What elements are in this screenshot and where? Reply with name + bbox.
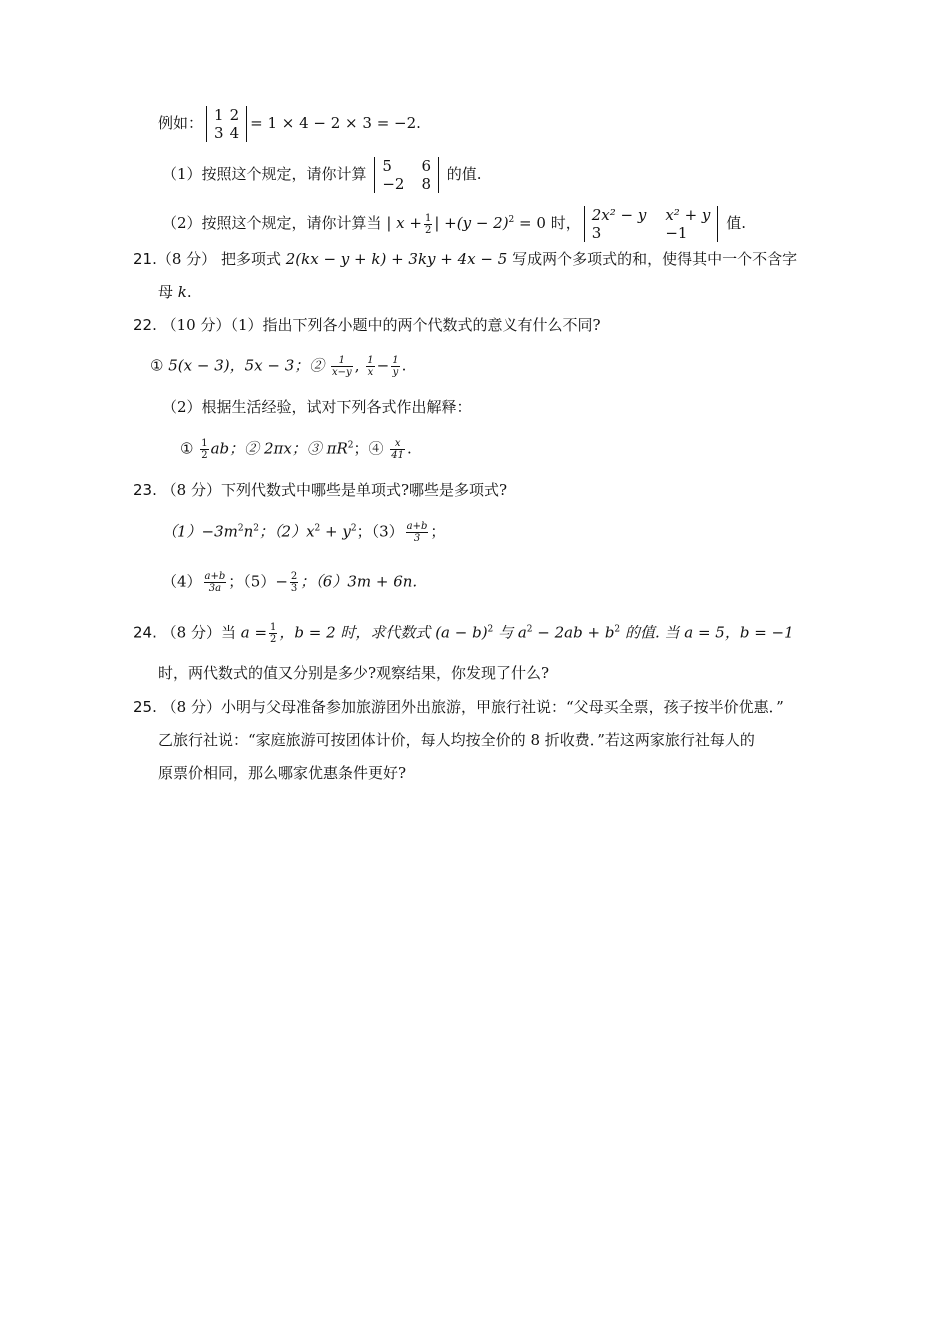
q20-part1 [162, 157, 482, 193]
example-lead: 例如： [158, 114, 204, 132]
det-cell: x² + y [665, 206, 711, 224]
q24-text: 当 [220, 623, 236, 642]
q22-part2 [162, 397, 472, 417]
example-result: = 1 × 4 − 2 × 3 = −2. [250, 114, 421, 132]
question-number: 21. [133, 250, 157, 268]
q23-item: ；（2）x [259, 522, 315, 541]
det-cell: 6 [421, 157, 431, 175]
item-marker: ① [150, 356, 164, 375]
q22-expression: 2πx；③ [263, 439, 322, 458]
q21-text: 写成两个多项式的和，使得其中一个不含字 [512, 250, 798, 268]
fraction: $\frac{a+b}{3}$ [406, 521, 428, 544]
q24-text: 时，两代数式的值又分别是多少?观察结果，你发现了什么? [158, 664, 550, 682]
q20-condition: | +(y − 2) [434, 214, 509, 232]
q24-expression: − 2ab + b [532, 623, 615, 642]
q25-line1 [133, 697, 784, 717]
question-number: 22. [133, 316, 157, 334]
q21-end: . [186, 283, 192, 301]
q22-expression: πR [326, 439, 348, 458]
q25-text: 原票价相同，那么哪家优惠条件更好? [158, 764, 407, 782]
q20-part2-tail: 值. [726, 214, 746, 232]
question-score: （8 分） [161, 698, 221, 716]
q20-part1-tail: 的值. [446, 165, 482, 183]
q23-item: （1）−3m [162, 522, 238, 541]
det-cell: 2x² − y [591, 206, 647, 224]
det-cell: 2 [229, 106, 240, 124]
det-cell: −2 [382, 175, 405, 193]
det-cell: 8 [421, 175, 431, 193]
q24-line2 [158, 663, 549, 683]
q22-part1-text: （1）指出下列各小题中的两个代数式的意义有什么不同? [230, 316, 601, 334]
q23-item: ；（3） [356, 522, 404, 541]
question-number: 24. [133, 623, 157, 642]
det-cell: 1 [214, 106, 224, 124]
q24-expression: 与 a [498, 623, 527, 642]
q25-text: 小明与父母准备参加旅游团外出旅游，甲旅行社说：“父母买全票，孩子按半价优惠．” [220, 698, 784, 716]
half-fraction: $\frac{1}{2}$ [424, 212, 432, 236]
q23-items2 [162, 571, 417, 594]
q24-expression: ，b = 2 时，求代数式 (a − b) [279, 623, 488, 642]
q20-part1-text: （1）按照这个规定，请你计算 [162, 165, 367, 183]
q22-items2: ① $\frac{1}{2}$ ab；② 2πx；③ $\pi R^2$；④ $\frac{x}{41}$ . [180, 438, 412, 461]
q23-items1: $(1)-3m^2n^2$；$(2)x^2 + y^2$；（3） $\frac{a+b}{3}$ ； [162, 521, 446, 544]
question-score: （8 分） [156, 250, 217, 268]
q22-part2-text: （2）根据生活经验，试对下列各式作出解释： [162, 398, 472, 416]
fraction: $\frac{a+b}{3a}$ [204, 571, 226, 594]
fraction: $\frac{1}{y}$ [392, 355, 399, 378]
q21-text: 母 [158, 283, 174, 301]
q23-item: ；（5）− [228, 572, 288, 591]
question-score: （8 分） [161, 481, 221, 499]
fraction: $\frac{1}{x}$ [367, 355, 374, 378]
q25-line2 [158, 730, 755, 750]
question-score: （10 分） [161, 316, 231, 334]
q22-expression: 5(x − 3)，5x − 3；② [168, 356, 325, 375]
example-line [158, 106, 421, 142]
q22-line1 [133, 315, 601, 335]
q20-part2-text: （2）按照这个规定，请你计算当 [162, 214, 382, 232]
example-determinant [206, 106, 247, 142]
q22-items1: ① 5(x − 3)，5x − 3；② $\frac{1}{x-y}$ , $\frac{1}{x}$ − $\frac{1}{y}$ . [150, 355, 407, 378]
det-cell: 3 [591, 224, 602, 242]
det-cell: −1 [665, 224, 688, 242]
q21-variable: k [177, 283, 187, 301]
q21-line1 [133, 249, 797, 269]
q20-part1-determinant [374, 157, 439, 193]
fraction: $\frac{2}{3}$ [290, 571, 298, 594]
q22-expression: ；④ [353, 439, 384, 458]
q21-text: 把多项式 [220, 250, 281, 268]
question-number: 23. [133, 481, 157, 499]
q23-item: n [243, 522, 254, 541]
question-number: 25. [133, 698, 157, 716]
q23-text: 下列代数式中哪些是单项式?哪些是多项式? [220, 481, 508, 499]
q20-part2-determinant [584, 206, 719, 242]
question-score: （8 分） [161, 623, 221, 642]
det-cell: 4 [229, 124, 240, 142]
fraction: $\frac{x}{41}$ [391, 438, 405, 461]
q23-item: + y [320, 522, 351, 541]
q20-condition: | x + [386, 214, 422, 232]
q23-line1 [133, 480, 507, 500]
q25-line3 [158, 763, 406, 783]
q20-part2: （2）按照这个规定，请你计算当 | x + $\frac{1}{2}$ | $+(y - 2)^2 = 0$ 时， 2x² − y x² + y 3 −1 值. [162, 206, 746, 242]
q20-condition: = 0 [514, 214, 546, 232]
fraction: $\frac{1}{2}$ [270, 622, 277, 645]
q21-expression: 2(kx − y + k) + 3ky + 4x − 5 [285, 250, 508, 268]
det-cell: 3 [214, 124, 224, 142]
q24-expression: 的值. 当 a = 5，b = −1 [624, 623, 794, 642]
q25-text: 乙旅行社说：“家庭旅游可按团体计价，每人均按全价的 8 折收费．”若这两家旅行社每人的 [158, 731, 755, 749]
q21-line2 [158, 282, 192, 302]
q20-part2-mid: 时， [550, 214, 581, 232]
q24-expression: a = [240, 623, 268, 642]
q22-expression: ab；② [210, 439, 260, 458]
fraction: $\frac{1}{x-y}$ [332, 355, 352, 378]
item-marker: ① [180, 439, 194, 458]
q23-item: （4） [162, 572, 202, 591]
fraction: $\frac{1}{2}$ [201, 438, 208, 461]
det-cell: 5 [382, 157, 392, 175]
q24-line1: 24. （8 分）当 a = $\frac{1}{2}$ ，b = 2 时，求代数式 $(a - b)^2$ 与 $a^2 - 2ab + b^2$ 的值. 当 a = 5，b = −1 [133, 622, 794, 645]
q23-item: ；（6）3m + 6n. [300, 572, 418, 591]
